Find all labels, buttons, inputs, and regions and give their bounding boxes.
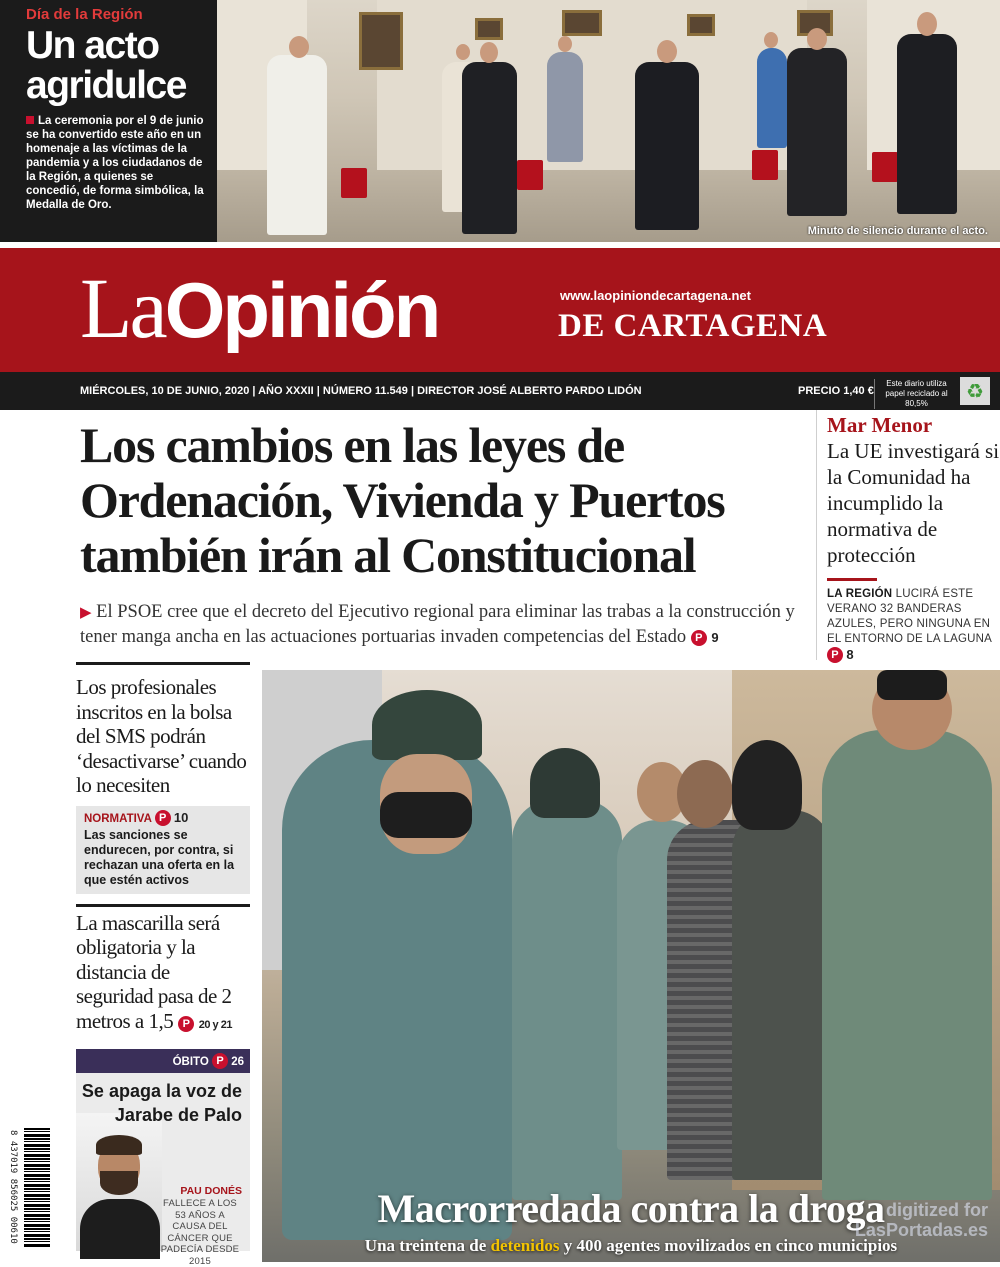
- portrait-beard: [100, 1171, 138, 1195]
- website-url[interactable]: www.laopiniondecartagena.net: [560, 288, 751, 303]
- teaser-kicker: Día de la Región: [26, 6, 143, 23]
- person-head: [807, 28, 827, 50]
- subline-b: y 400 agentes movilizados en cinco municipios: [563, 1236, 898, 1255]
- person: [787, 48, 847, 216]
- subline-a: Una treintena de: [364, 1236, 487, 1255]
- price: PRECIO 1,40 €: [798, 385, 874, 397]
- recycle-note: Este diario utiliza papel reciclado al 80,5%: [874, 379, 954, 409]
- normativa-text: Las sanciones se endurecen, por contra, si rechazan una oferta en la que estén activos: [84, 827, 235, 887]
- teaser-photo[interactable]: [217, 0, 1000, 242]
- hood: [732, 740, 802, 830]
- portrait-hair: [96, 1135, 142, 1155]
- teaser-text: La ceremonia por el 9 de junio se ha convertido este año en un homenaje a las víctimas de la pandemia y a los ciudadanos de la Región, a quienes se concedió, de forma simbólica, la Medalla de Oro.: [26, 115, 204, 211]
- teaser-text-block: [26, 114, 207, 212]
- officer: [512, 800, 622, 1200]
- watermark-line-2: LasPortadas.es: [854, 1220, 988, 1240]
- side-column: [816, 410, 1000, 660]
- person-head: [480, 42, 498, 63]
- person: [635, 62, 699, 230]
- person-head: [917, 12, 937, 36]
- obit-name: PAU DONÉS: [180, 1185, 242, 1197]
- date-line: MIÉRCOLES, 10 DE JUNIO, 2020 | AÑO XXXII | NÚMERO 11.549 | DIRECTOR JOSÉ ALBERTO PARDO LIDÓN: [80, 385, 642, 397]
- triangle-bullet-icon: ▶: [80, 605, 92, 621]
- painting: [687, 14, 715, 36]
- officer-cap: [530, 748, 600, 818]
- face-mask: [380, 792, 472, 838]
- photo-caption: Minuto de silencio durante el acto.: [807, 225, 988, 237]
- side-kicker: Mar Menor: [827, 413, 933, 437]
- obit-label: ÓBITO: [172, 1056, 209, 1068]
- person: [897, 34, 957, 214]
- side-text: LUCIRÁ ESTE VERANO 32 BANDERAS AZULES, PERO NINGUNA EN EL ENTORNO DE LA LAGUNA: [827, 588, 992, 645]
- top-teaser[interactable]: [0, 0, 1000, 242]
- obit-box[interactable]: [76, 1073, 250, 1267]
- recycle-icon: ♻: [960, 377, 990, 405]
- painting: [562, 10, 602, 36]
- side-label: LA REGIÓN: [827, 588, 893, 600]
- masthead[interactable]: [0, 248, 1000, 372]
- main-headline[interactable]: Los cambios en las leyes de Ordenación, Vivienda y Puertos también irán al Constitucional: [80, 417, 725, 583]
- person: [757, 48, 787, 148]
- barcode-number-wrap: [4, 1130, 22, 1248]
- portrait-shirt: [80, 1199, 160, 1259]
- person-head: [289, 36, 309, 58]
- chair: [517, 160, 543, 190]
- person-head: [764, 32, 778, 48]
- main-lead-text: El PSOE cree que el decreto del Ejecutivo regional para eliminar las trabas a la construcción y tener manga ancha en las actuaciones portuarias invaden competencias del Estado: [80, 602, 795, 647]
- mascarilla-text: La mascarilla será obligatoria y la distancia de seguridad pasa de 2 metros a 1,5: [76, 910, 232, 1033]
- chair: [872, 152, 898, 182]
- teaser-sidebar: [0, 0, 217, 242]
- logo-la: La: [80, 260, 165, 356]
- teaser-headline[interactable]: Un acto agridulce: [26, 24, 186, 107]
- detainee-face: [677, 760, 733, 828]
- person-head: [558, 36, 572, 52]
- painting: [359, 12, 403, 70]
- obit-headline[interactable]: Se apaga la voz de Jarabe de Palo: [81, 1081, 242, 1125]
- masthead-city: DE CARTAGENA: [558, 308, 828, 344]
- person-head: [657, 40, 677, 63]
- side-page-number[interactable]: 8: [846, 647, 854, 662]
- left-column: [76, 662, 250, 1267]
- obit-page-number[interactable]: 26: [231, 1056, 244, 1068]
- side-headline[interactable]: La UE investigará si la Comunidad ha incumplido la normativa de protección: [827, 439, 1000, 567]
- obit-portrait: [76, 1113, 162, 1251]
- normativa-kicker: NORMATIVA: [84, 812, 152, 825]
- detainee-hooded: [732, 810, 832, 1180]
- mascarilla-page-number[interactable]: 20 y 21: [198, 1018, 232, 1031]
- normativa-kicker-line: [84, 810, 242, 826]
- barcode-icon: [24, 1128, 50, 1248]
- page-ref-icon: P: [155, 810, 171, 826]
- watermark: [855, 1200, 988, 1240]
- chair: [752, 150, 778, 180]
- page-ref-icon: P: [212, 1053, 228, 1069]
- obit-bar: [76, 1049, 250, 1073]
- person: [547, 52, 583, 162]
- bullet-square-icon: [26, 116, 34, 124]
- side-divider: [827, 578, 877, 581]
- person-head: [456, 44, 470, 60]
- page-ref-icon: P: [178, 1016, 194, 1032]
- left-story-mascarilla[interactable]: [76, 907, 250, 1038]
- normativa-box: [76, 806, 250, 894]
- person-white-uniform: [267, 55, 327, 235]
- painting: [475, 18, 503, 40]
- photo-headline[interactable]: Macrorredada contra la droga: [377, 1186, 885, 1231]
- date-bar: [0, 372, 1000, 410]
- page-ref-icon: P: [691, 630, 707, 646]
- main-photo[interactable]: [262, 670, 1000, 1262]
- officer-cap: [877, 670, 947, 700]
- page-ref-icon: P: [827, 647, 843, 663]
- barcode-number: 8 437019 856025 00610: [8, 1130, 18, 1244]
- logo-opinion: Opinión: [164, 266, 439, 354]
- side-text-block: [827, 587, 1000, 664]
- officer-vest: [822, 730, 992, 1200]
- newspaper-logo[interactable]: [80, 258, 438, 358]
- left-story-sms[interactable]: Los profesionales inscritos en la bolsa del SMS podrán ‘desactivarse’ cuando lo necesiten: [76, 675, 247, 797]
- obit-text: FALLECE A LOS 53 AÑOS A CAUSA DEL CÁNCER QUE PADECÍA DESDE 2015: [160, 1198, 240, 1267]
- main-page-number[interactable]: 9: [711, 630, 719, 645]
- person: [462, 62, 517, 234]
- normativa-page-number[interactable]: 10: [173, 809, 189, 825]
- subline-highlight: detenidos: [490, 1236, 560, 1255]
- chair: [341, 168, 367, 198]
- officer-cap: [372, 690, 482, 760]
- watermark-line-1: digitized for: [886, 1200, 988, 1220]
- main-lead: [80, 600, 810, 650]
